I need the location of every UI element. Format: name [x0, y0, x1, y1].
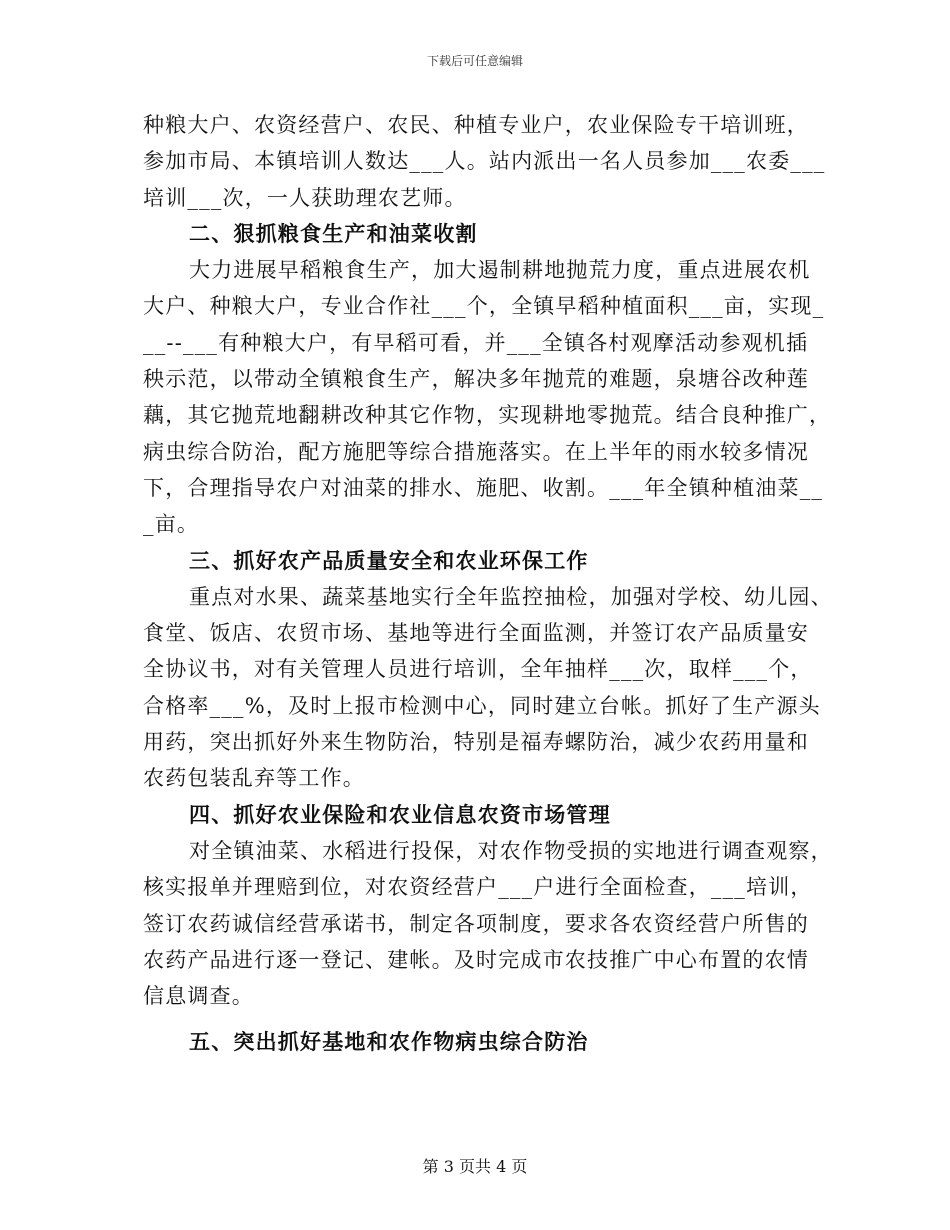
paragraph-line: 对全镇油菜、水稻进行投保，对农作物受损的实地进行调查观察，	[189, 838, 833, 863]
paragraph-line: 农药产品进行逐一登记、建帐。及时完成市农技推广中心布置的农情	[143, 947, 809, 972]
paragraph-line: _亩。	[143, 512, 200, 537]
intro-line: 培训___次，一人获助理农艺师。	[143, 185, 467, 210]
section-heading-3: 三、抓好农产品质量安全和农业环保工作	[189, 547, 589, 573]
section-heading-5: 五、突出抓好基地和农作物病虫综合防治	[189, 1029, 589, 1055]
paragraph-line: 签订农药诚信经营承诺书，制定各项制度，要求各农资经营户所售的	[143, 911, 809, 936]
section-heading-4: 四、抓好农业保险和农业信息农资市场管理	[189, 801, 611, 827]
document-body	[143, 107, 833, 1061]
paragraph-line: 藕，其它抛荒地翻耕改种其它作物，实现耕地零抛荒。结合良种推广，	[143, 403, 832, 428]
paragraph-line: 用药，突出抓好外来生物防治，特别是福寿螺防治，减少农药用量和	[143, 730, 809, 755]
page-number: 第 3 页共 4 页	[422, 1157, 528, 1176]
paragraph-line: 病虫综合防治，配方施肥等综合措施落实。在上半年的雨水较多情况	[143, 439, 809, 464]
paragraph-line: 农药包装乱弃等工作。	[143, 766, 365, 791]
section-heading-2: 二、狠抓粮食生产和油菜收割	[189, 220, 478, 246]
paragraph-line: 核实报单并理赔到位，对农资经营户___户进行全面检查，___培训，	[143, 875, 813, 900]
paragraph-line: 大力进展早稻粮食生产，加大遏制耕地抛荒力度，重点进展农机	[189, 258, 811, 283]
paragraph-line: 秧示范，以带动全镇粮食生产，解决多年抛荒的难题，泉塘谷改种莲	[143, 367, 809, 392]
page-header-note: 下载后可任意编辑	[426, 54, 523, 68]
paragraph-line: 合格率___%，及时上报市检测中心，同时建立台帐。抓好了生产源头	[143, 693, 821, 718]
intro-line: 种粮大户、农资经营户、农民、种植专业户，农业保险专干培训班，	[143, 113, 809, 137]
intro-line: 参加市局、本镇培训人数达___人。站内派出一名人员参加___农委___	[143, 149, 826, 174]
paragraph-line: 信息调查。	[143, 984, 254, 1009]
section-spacer	[143, 1014, 818, 1024]
paragraph-line: 重点对水果、蔬菜基地实行全年监控抽检，加强对学校、幼儿园、	[189, 584, 833, 609]
paragraph-line: 食堂、饭店、农贸市场、基地等进行全面监测，并签订农产品质量安	[143, 621, 809, 646]
paragraph-line: 大户、种粮大户，专业合作社___个，全镇早稻种植面积___亩，实现_	[143, 294, 825, 319]
paragraph-line: __--___有种粮大户，有早稻可看，并___全镇各村观摩活动参观机插	[143, 330, 809, 355]
paragraph-line: 全协议书，对有关管理人员进行培训，全年抽样___次，取样___个，	[143, 657, 813, 682]
paragraph-line: 下，合理指导农户对油菜的排水、施肥、收割。___年全镇种植油菜__	[143, 475, 824, 500]
